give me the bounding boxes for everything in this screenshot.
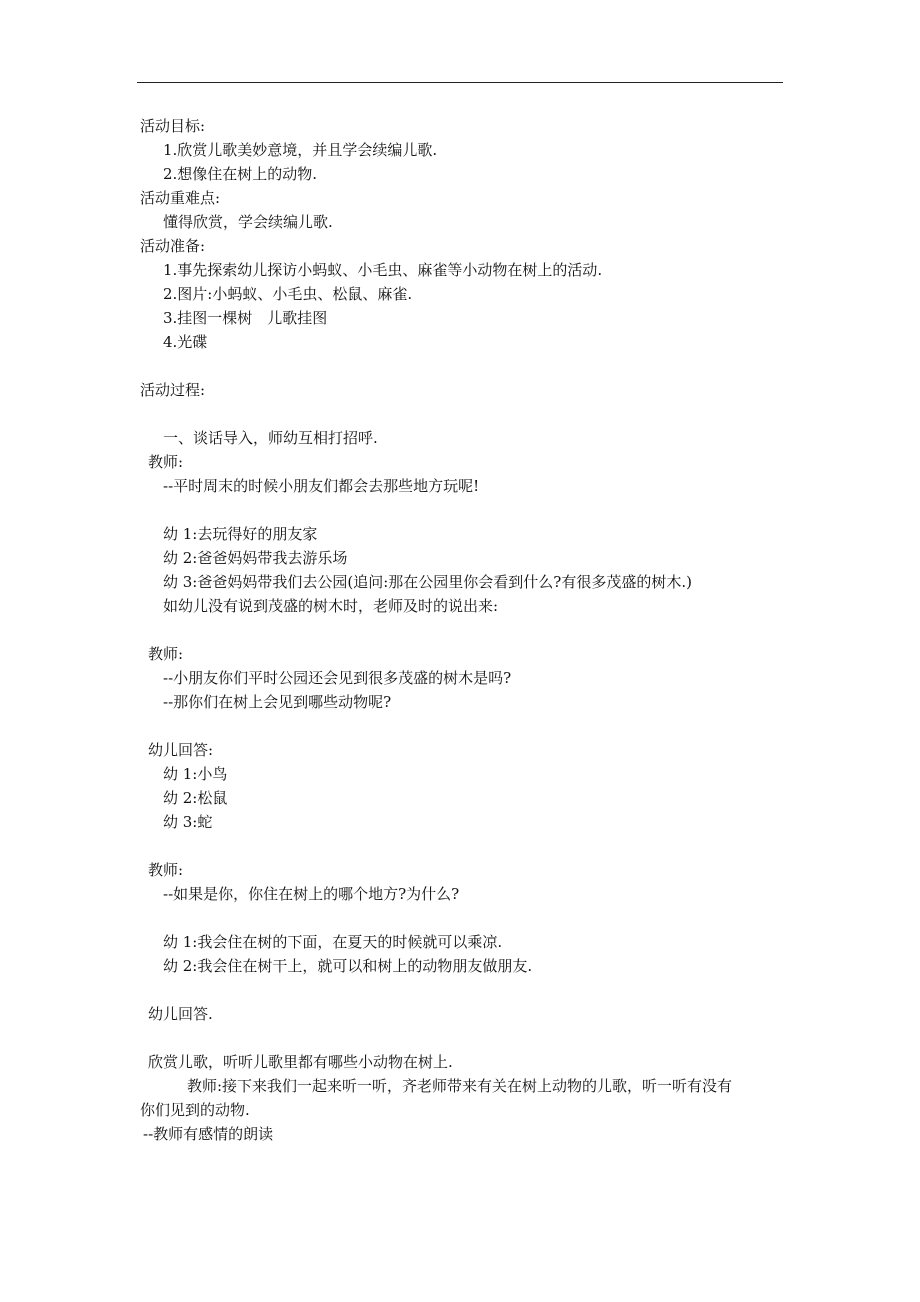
- heading-process: 活动过程:: [140, 381, 206, 399]
- teacher-line: --小朋友你们平时公园还会见到很多茂盛的树木是吗?: [163, 669, 512, 687]
- key-points-text: 懂得欣赏，学会续编儿歌.: [163, 213, 333, 231]
- teacher-line: 教师:接下来我们一起来听一听，齐老师带来有关在树上动物的儿歌，听一听有没有: [187, 1077, 733, 1095]
- prep-item-4: 4.光碟: [163, 333, 208, 351]
- teacher-line: --平时周末的时候小朋友们都会去那些地方玩呢!: [163, 477, 480, 495]
- child-answer-3: 幼 3:爸爸妈妈带我们去公园(追问:那在公园里你会看到什么?有很多茂盛的树木.): [163, 573, 692, 591]
- speaker-teacher: 教师:: [148, 861, 184, 879]
- heading-key-points: 活动重难点:: [140, 189, 221, 207]
- child-answer-1: 幼 1:小鸟: [163, 765, 228, 783]
- teacher-line: --那你们在树上会见到哪些动物呢?: [163, 693, 392, 711]
- heading-goals: 活动目标:: [140, 117, 206, 135]
- goal-item-1: 1.欣赏儿歌美妙意境，并且学会续编儿歌.: [163, 141, 438, 159]
- child-answer-2: 幼 2:松鼠: [163, 789, 228, 807]
- heading-preparation: 活动准备:: [140, 237, 206, 255]
- teacher-line-cont: 你们见到的动物.: [140, 1101, 250, 1119]
- teacher-reading: --教师有感情的朗读: [143, 1125, 274, 1143]
- prep-item-3: 3.挂图一棵树 儿歌挂图: [163, 309, 328, 327]
- speaker-children: 幼儿回答.: [148, 1005, 213, 1023]
- header-rule: [137, 82, 783, 83]
- child-answer-1: 幼 1:去玩得好的朋友家: [163, 525, 318, 543]
- prep-item-2: 2.图片:小蚂蚁、小毛虫、松鼠、麻雀.: [163, 285, 413, 303]
- child-answer-3: 幼 3:蛇: [163, 813, 213, 831]
- child-answer-1: 幼 1:我会住在树的下面，在夏天的时候就可以乘凉.: [163, 933, 503, 951]
- section-appreciate: 欣赏儿歌，听听儿歌里都有哪些小动物在树上.: [148, 1053, 453, 1071]
- teacher-line: --如果是你，你住在树上的哪个地方?为什么?: [163, 885, 460, 903]
- child-answer-2: 幼 2:我会住在树干上，就可以和树上的动物朋友做朋友.: [163, 957, 533, 975]
- speaker-teacher: 教师:: [148, 645, 184, 663]
- child-answer-2: 幼 2:爸爸妈妈带我去游乐场: [163, 549, 348, 567]
- speaker-children: 幼儿回答:: [148, 741, 214, 759]
- goal-item-2: 2.想像住在树上的动物.: [163, 165, 318, 183]
- teacher-note: 如幼儿没有说到茂盛的树木时，老师及时的说出来:: [163, 597, 499, 615]
- prep-item-1: 1.事先探索幼儿探访小蚂蚁、小毛虫、麻雀等小动物在树上的活动.: [163, 261, 603, 279]
- speaker-teacher: 教师:: [148, 453, 184, 471]
- process-step-1: 一、谈话导入，师幼互相打招呼.: [163, 429, 378, 447]
